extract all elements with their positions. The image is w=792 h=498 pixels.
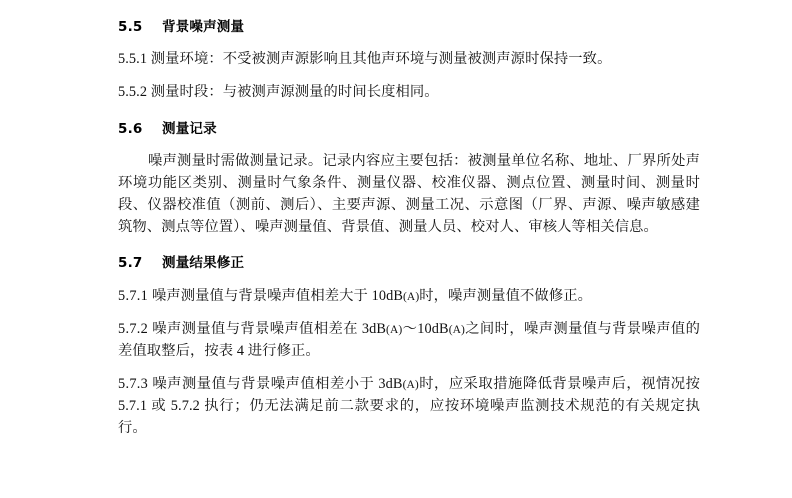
paragraph-5-5-1: 5.5.1 测量环境：不受被测声源影响且其他声环境与测量被测声源时保持一致。 bbox=[118, 51, 612, 68]
paragraph-5-7-2 bbox=[118, 318, 700, 362]
section-number: 5.6 bbox=[118, 120, 143, 137]
item-text-5-7-3: 噪声测量值与背景噪声值相差小于 3dB(A)时，应采取措施降低背景噪声后，视情况按 5.7.1 或 5.7.2 执行；仍无法满足前二款要求的，应按环境噪声监测技术规范的有关规定执行。 bbox=[118, 375, 700, 437]
section-heading-5-6 bbox=[118, 121, 700, 137]
section-heading-5-5 bbox=[118, 19, 700, 35]
paragraph-5-6-body: 噪声测量时需做测量记录。记录内容应主要包括：被测量单位名称、地址、厂界所处声环境功能区类别、测量时气象条件、测量仪器、校准仪器、测点位置、测量时间、测量时段、仪器校准值（测前、测后）、主要声源、测量工况、示意图（厂界、声源、噪声敏感建筑物、测点等位置）、噪声测量值、背景值、测量人员、校对人、审核人等相关信息。 bbox=[118, 152, 700, 236]
section-number: 5.7 bbox=[118, 255, 143, 272]
item-label-5-7-3: 5.7.3 bbox=[118, 375, 153, 392]
paragraph-5-7-3 bbox=[118, 373, 700, 439]
section-title: 测量记录 bbox=[162, 120, 217, 137]
item-label-5-7-1: 5.7.1 bbox=[118, 287, 152, 304]
paragraph-5-7-1 bbox=[118, 285, 700, 307]
item-label-5-7-2: 5.7.2 bbox=[118, 320, 153, 337]
section-title: 背景噪声测量 bbox=[162, 19, 245, 35]
item-text-5-7-2: 噪声测量值与背景噪声值相差在 3dB(A)～10dB(A)之间时，噪声测量值与背景噪声值的差值取整后，按表 4 进行修正。 bbox=[118, 320, 700, 359]
section-title: 测量结果修正 bbox=[162, 255, 245, 272]
paragraph-5-5-2: 5.5.2 测量时段：与被测声源测量的时间长度相同。 bbox=[118, 84, 439, 101]
item-text-5-7-1: 噪声测量值与背景噪声值相差大于 10dB(A)时，噪声测量值不做修正。 bbox=[151, 287, 593, 304]
section-heading-5-7 bbox=[118, 255, 700, 271]
section-number: 5.5 bbox=[118, 19, 143, 35]
